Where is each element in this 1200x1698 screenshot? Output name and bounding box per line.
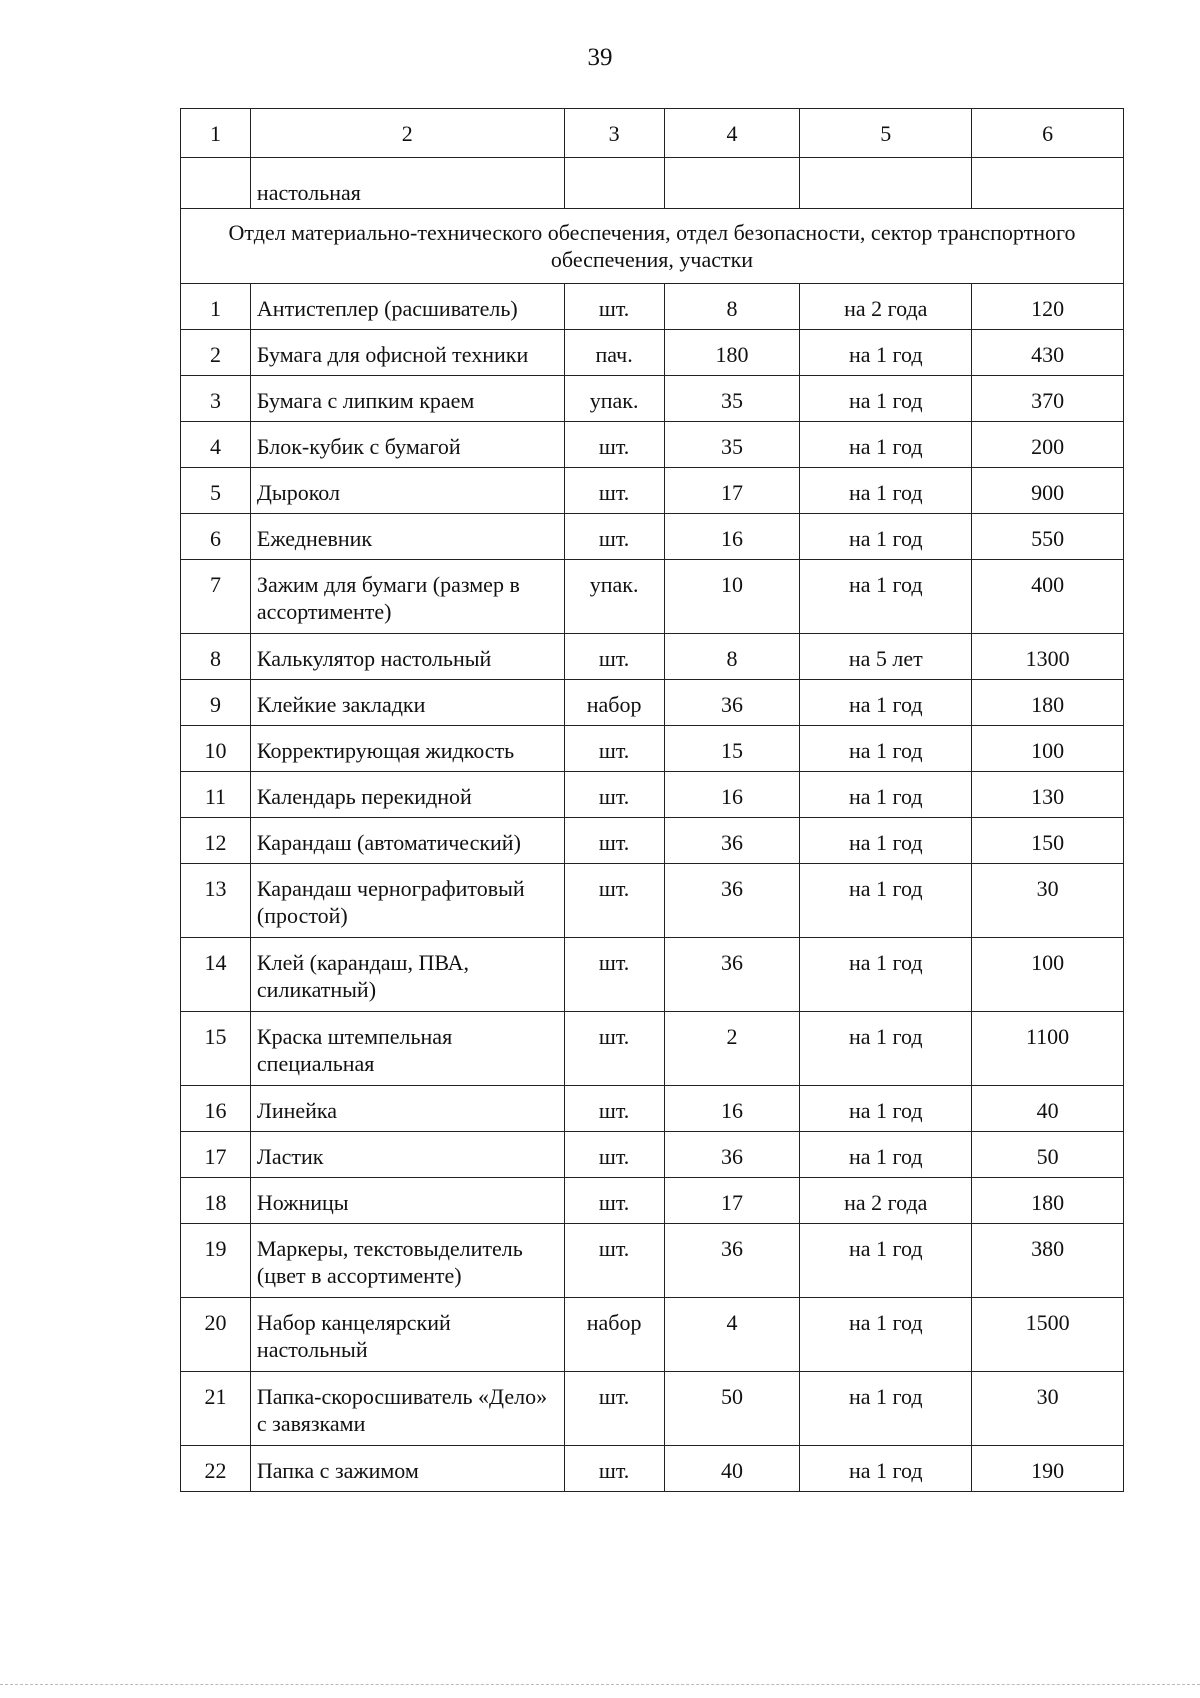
item-unit: набор [564,680,664,726]
item-unit: шт. [564,1086,664,1132]
item-term: на 1 год [800,468,972,514]
item-name: Зажим для бумаги (размер в ассортименте) [250,560,564,634]
row-number: 17 [181,1132,251,1178]
row-number: 18 [181,1178,251,1224]
item-unit: набор [564,1298,664,1372]
item-term: на 1 год [800,514,972,560]
item-term: на 1 год [800,726,972,772]
item-quantity: 36 [664,864,800,938]
item-quantity: 35 [664,376,800,422]
item-quantity: 36 [664,1224,800,1298]
table-row [181,1372,1124,1446]
item-unit: шт. [564,1132,664,1178]
section-row [181,209,1124,284]
item-term: на 1 год [800,1446,972,1492]
item-price: 1100 [972,1012,1124,1086]
item-term: на 1 год [800,938,972,1012]
item-unit: упак. [564,376,664,422]
table-row [181,1446,1124,1492]
item-price: 30 [972,864,1124,938]
item-term: на 2 года [800,1178,972,1224]
item-quantity: 4 [664,1298,800,1372]
item-name: Карандаш (автоматический) [250,818,564,864]
item-quantity: 50 [664,1372,800,1446]
table-row [181,560,1124,634]
row-number: 4 [181,422,251,468]
continuation-row [181,158,1124,209]
header-cell: 5 [800,109,972,158]
row-number: 6 [181,514,251,560]
item-quantity: 36 [664,680,800,726]
row-number: 10 [181,726,251,772]
item-price: 120 [972,284,1124,330]
item-name: Бумага для офисной техники [250,330,564,376]
table-row [181,330,1124,376]
item-term: на 2 года [800,284,972,330]
row-number: 9 [181,680,251,726]
item-term: на 1 год [800,864,972,938]
row-number: 7 [181,560,251,634]
item-unit: шт. [564,1446,664,1492]
item-term: на 1 год [800,1298,972,1372]
row-number: 15 [181,1012,251,1086]
row-number: 1 [181,284,251,330]
item-quantity: 17 [664,1178,800,1224]
item-unit: пач. [564,330,664,376]
item-price: 130 [972,772,1124,818]
item-unit: шт. [564,818,664,864]
item-term: на 1 год [800,376,972,422]
table-row [181,938,1124,1012]
item-unit: шт. [564,1178,664,1224]
item-quantity: 10 [664,560,800,634]
item-price: 40 [972,1086,1124,1132]
item-term: на 1 год [800,560,972,634]
item-name: Ластик [250,1132,564,1178]
item-unit: шт. [564,634,664,680]
table-row [181,1132,1124,1178]
scan-artifact-line [0,1684,1200,1685]
item-price: 430 [972,330,1124,376]
table-row [181,1086,1124,1132]
row-number: 2 [181,330,251,376]
item-price: 900 [972,468,1124,514]
item-name: Ежедневник [250,514,564,560]
row-number: 8 [181,634,251,680]
table-row [181,284,1124,330]
row-number: 3 [181,376,251,422]
item-price: 200 [972,422,1124,468]
table-row [181,634,1124,680]
item-name: Блок-кубик с бумагой [250,422,564,468]
item-quantity: 36 [664,1132,800,1178]
item-price: 190 [972,1446,1124,1492]
item-unit: шт. [564,772,664,818]
row-number: 16 [181,1086,251,1132]
row-number: 11 [181,772,251,818]
row-number: 21 [181,1372,251,1446]
item-quantity: 40 [664,1446,800,1492]
item-price: 550 [972,514,1124,560]
item-term: на 1 год [800,1086,972,1132]
table-row [181,468,1124,514]
item-name: Калькулятор настольный [250,634,564,680]
item-quantity: 17 [664,468,800,514]
row-number: 14 [181,938,251,1012]
page-number: 39 [587,44,613,71]
header-cell: 3 [564,109,664,158]
table-header-row [181,109,1124,158]
item-quantity: 16 [664,1086,800,1132]
item-price: 30 [972,1372,1124,1446]
item-price: 150 [972,818,1124,864]
item-term: на 1 год [800,1132,972,1178]
item-price: 100 [972,726,1124,772]
item-quantity: 16 [664,514,800,560]
item-unit: шт. [564,1224,664,1298]
item-price: 50 [972,1132,1124,1178]
item-name: Ножницы [250,1178,564,1224]
item-term: на 1 год [800,772,972,818]
row-number: 13 [181,864,251,938]
table-row [181,772,1124,818]
item-quantity: 8 [664,284,800,330]
section-title: Отдел материально-технического обеспечения, отдел безопасности, сектор транспортного обеспечения, участки [181,209,1124,284]
item-quantity: 16 [664,772,800,818]
item-quantity: 35 [664,422,800,468]
item-unit: шт. [564,1372,664,1446]
item-unit: шт. [564,938,664,1012]
table-row [181,680,1124,726]
item-quantity: 15 [664,726,800,772]
item-name: Папка-скоросшиватель «Дело» с завязками [250,1372,564,1446]
item-unit: шт. [564,468,664,514]
table-row [181,1012,1124,1086]
header-cell: 4 [664,109,800,158]
row-number: 20 [181,1298,251,1372]
item-name: Дырокол [250,468,564,514]
table-row [181,864,1124,938]
table-row [181,1298,1124,1372]
item-name: Календарь перекидной [250,772,564,818]
item-name: Маркеры, текстовыделитель (цвет в ассортименте) [250,1224,564,1298]
row-number: 19 [181,1224,251,1298]
item-quantity: 36 [664,818,800,864]
item-unit: шт. [564,726,664,772]
item-term: на 1 год [800,1012,972,1086]
item-name: Линейка [250,1086,564,1132]
table-row [181,1178,1124,1224]
item-price: 400 [972,560,1124,634]
item-price: 100 [972,938,1124,1012]
item-unit: шт. [564,514,664,560]
item-quantity: 8 [664,634,800,680]
item-unit: упак. [564,560,664,634]
table-row [181,818,1124,864]
item-quantity: 36 [664,938,800,1012]
item-price: 180 [972,680,1124,726]
item-unit: шт. [564,284,664,330]
item-term: на 1 год [800,680,972,726]
table-row [181,1224,1124,1298]
item-name: Клей (карандаш, ПВА, силикатный) [250,938,564,1012]
item-unit: шт. [564,1012,664,1086]
item-term: на 1 год [800,422,972,468]
row-number: 22 [181,1446,251,1492]
item-term: на 1 год [800,1224,972,1298]
item-price: 1300 [972,634,1124,680]
table-row [181,514,1124,560]
item-term: на 1 год [800,330,972,376]
item-name: Набор канцелярский настольный [250,1298,564,1372]
item-unit: шт. [564,864,664,938]
row-number: 12 [181,818,251,864]
continuation-text: настольная [250,158,564,209]
item-price: 380 [972,1224,1124,1298]
item-price: 370 [972,376,1124,422]
supplies-table [180,108,1124,1492]
header-cell: 2 [250,109,564,158]
item-term: на 5 лет [800,634,972,680]
table-row [181,376,1124,422]
item-quantity: 180 [664,330,800,376]
table-row [181,422,1124,468]
item-quantity: 2 [664,1012,800,1086]
item-unit: шт. [564,422,664,468]
item-term: на 1 год [800,818,972,864]
item-price: 180 [972,1178,1124,1224]
item-name: Папка с зажимом [250,1446,564,1492]
item-name: Бумага с липким краем [250,376,564,422]
item-name: Карандаш чернографитовый (простой) [250,864,564,938]
header-cell: 1 [181,109,251,158]
header-cell: 6 [972,109,1124,158]
item-term: на 1 год [800,1372,972,1446]
item-price: 1500 [972,1298,1124,1372]
item-name: Корректирующая жидкость [250,726,564,772]
item-name: Антистеплер (расшиватель) [250,284,564,330]
item-name: Краска штемпельная специальная [250,1012,564,1086]
row-number: 5 [181,468,251,514]
item-name: Клейкие закладки [250,680,564,726]
table-row [181,726,1124,772]
